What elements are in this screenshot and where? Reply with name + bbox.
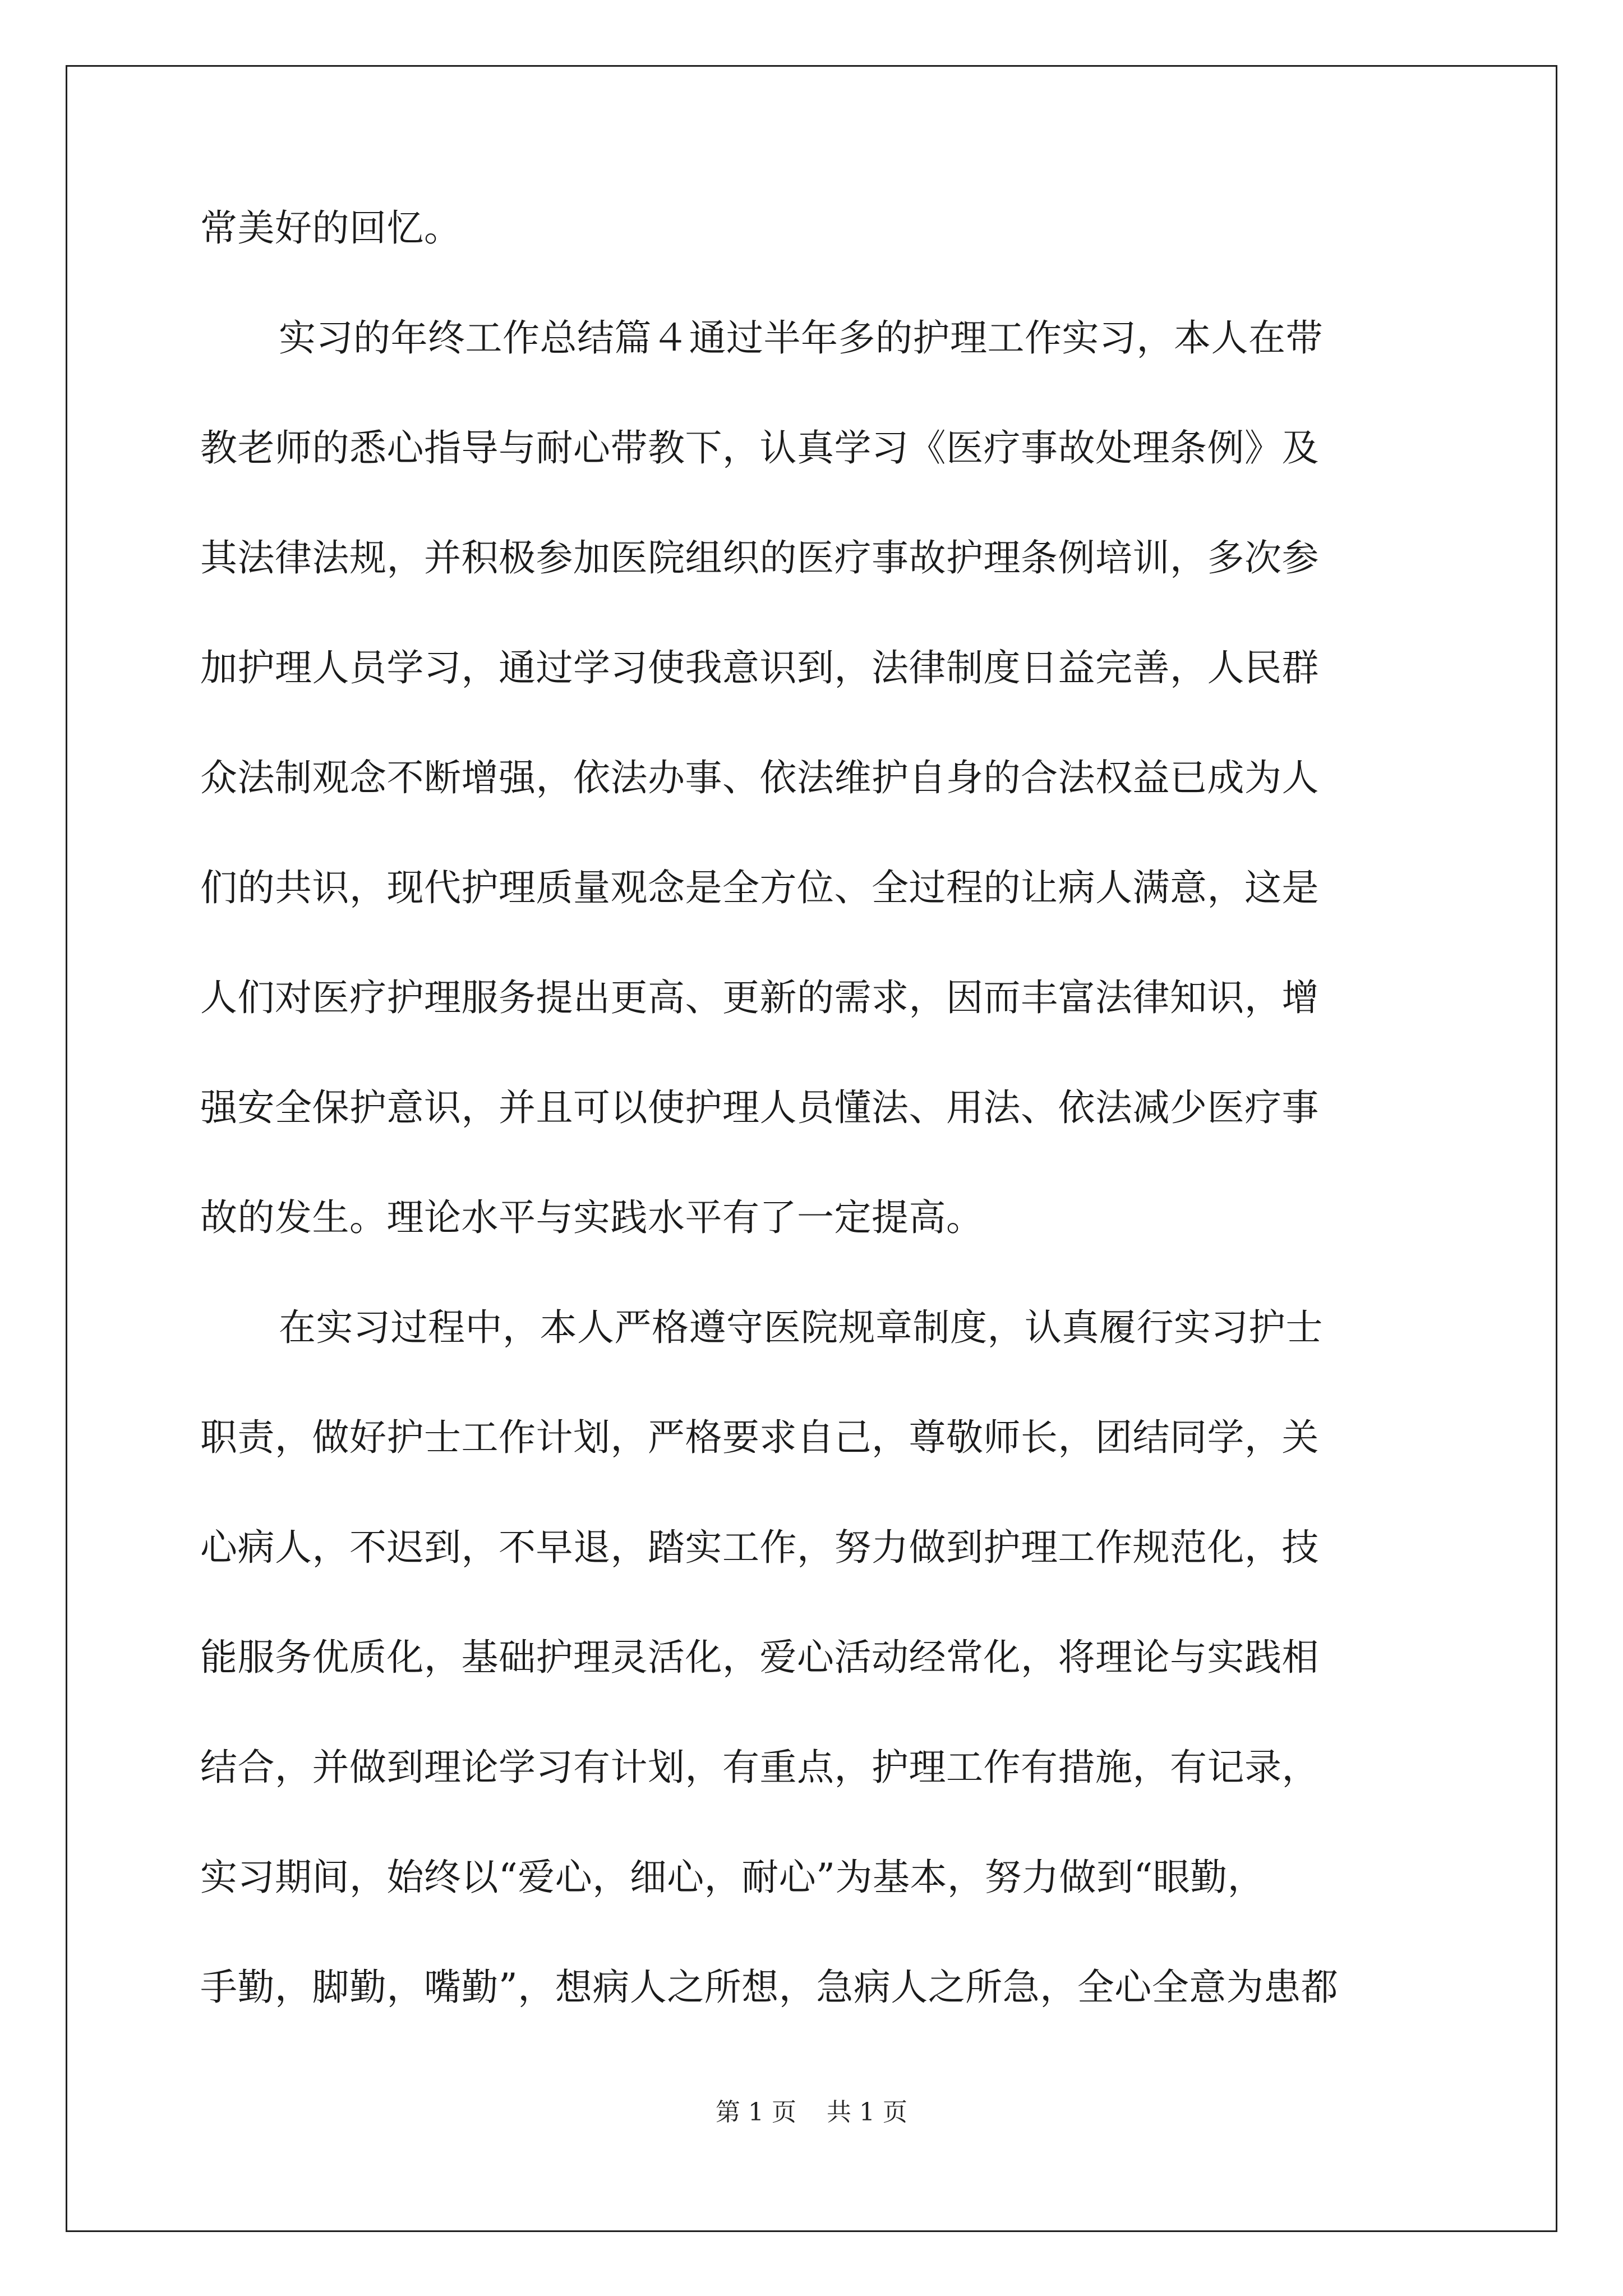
text-line: 职责，做好护士工作计划，严格要求自己，尊敬师长，团结同学，关 xyxy=(200,1416,1319,1459)
text-line: 结合，并做到理论学习有计划，有重点，护理工作有措施，有记录， xyxy=(200,1746,1319,1789)
text-line: 能服务优质化，基础护理灵活化，爱心活动经常化，将理论与实践相 xyxy=(200,1636,1319,1679)
text-line: 故的发生。理论水平与实践水平有了一定提高。 xyxy=(200,1196,984,1239)
text-line: 人们对医疗护理服务提出更高、更新的需求，因而丰富法律知识，增 xyxy=(200,976,1319,1019)
page-total: 共 1 页 xyxy=(827,2098,907,2127)
page-number: 第 1 页 xyxy=(716,2098,796,2127)
text-line: 心病人，不迟到，不早退，踏实工作，努力做到护理工作规范化，技 xyxy=(200,1526,1319,1569)
paragraph-start-line: 在实习过程中，本人严格遵守医院规章制度，认真履行实习护士 xyxy=(279,1306,1323,1349)
text-line: 众法制观念不断增强，依法办事、依法维护自身的合法权益已成为人 xyxy=(200,756,1319,799)
text-line: 教老师的悉心指导与耐心带教下，认真学习《医疗事故处理条例》及 xyxy=(200,426,1319,470)
text-line: 们的共识，现代护理质量观念是全方位、全过程的让病人满意，这是 xyxy=(200,866,1319,909)
text-line: 加护理人员学习，通过学习使我意识到，法律制度日益完善，人民群 xyxy=(200,646,1319,689)
text-line: 常美好的回忆。 xyxy=(200,206,462,250)
text-line: 手勤，脚勤，嘴勤”，想病人之所想，急病人之所急，全心全意为患都 xyxy=(200,1966,1339,2009)
text-line: 其法律法规，并积极参加医院组织的医疗事故护理条例培训，多次参 xyxy=(200,536,1319,579)
page-footer xyxy=(0,2097,1623,2128)
page-border xyxy=(66,65,1557,2232)
paragraph-start-line: 实习的年终工作总结篇４通过半年多的护理工作实习，本人在带 xyxy=(279,316,1323,360)
text-line: 实习期间，始终以“爱心，细心，耐心”为基本，努力做到“眼勤， xyxy=(200,1856,1265,1899)
text-line: 强安全保护意识，并且可以使护理人员懂法、用法、依法减少医疗事 xyxy=(200,1086,1319,1129)
